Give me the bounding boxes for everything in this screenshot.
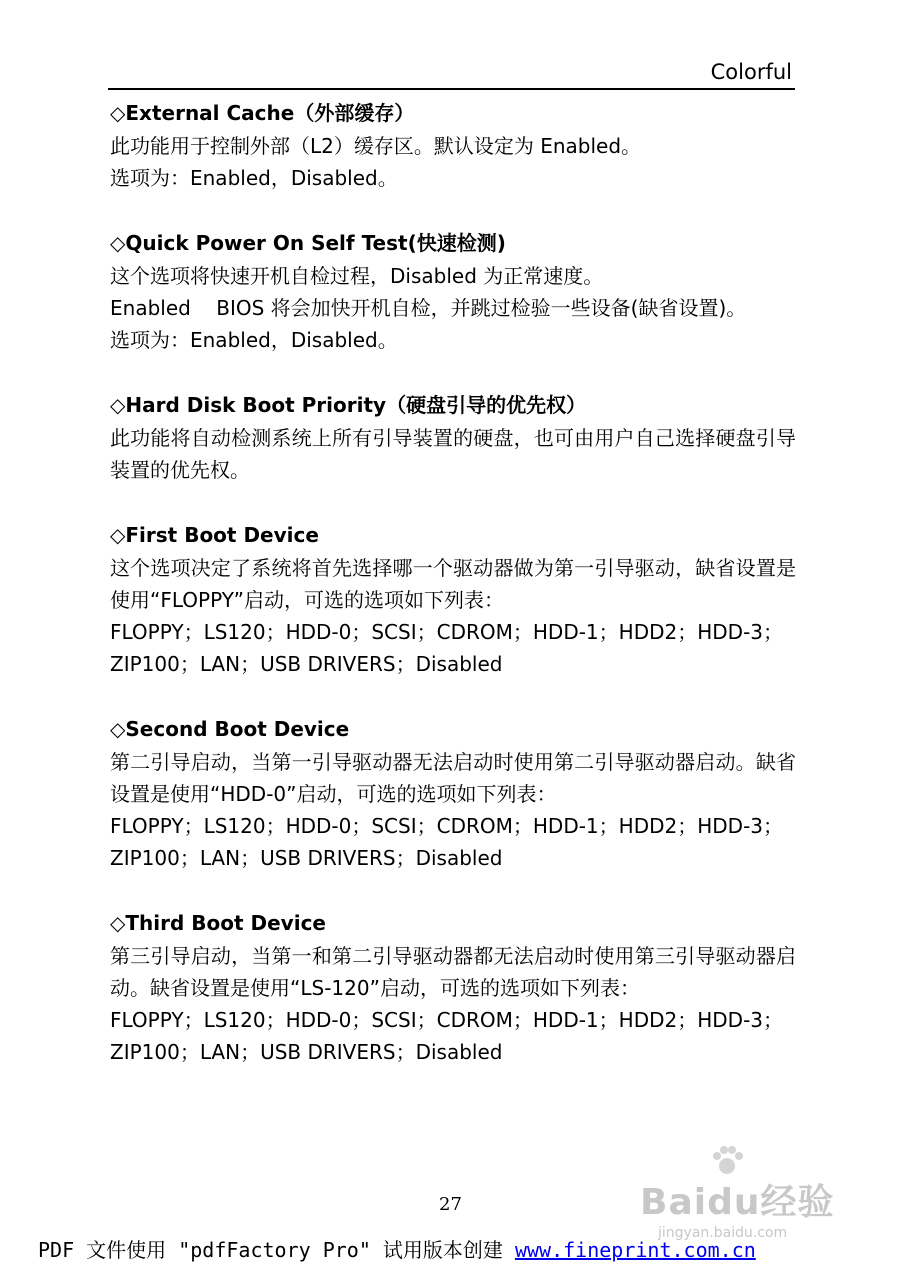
- footer-link[interactable]: www.fineprint.com.cn: [514, 1238, 756, 1262]
- section-hard-disk-boot-priority: [110, 388, 796, 486]
- paragraph-line: 选项为：Enabled，Disabled。: [110, 328, 398, 352]
- section-quick-power-on-self-test: [110, 226, 796, 356]
- header-rule: [108, 88, 795, 90]
- watermark: [640, 1148, 870, 1241]
- options-line: ZIP100；LAN；USB DRIVERS；Disabled: [110, 846, 503, 870]
- section-first-boot-device: [110, 518, 796, 680]
- paragraph: 这个选项决定了系统将首先选择哪一个驱动器做为第一引导驱动，缺省设置是使用“FLOPPY”启动，可选的选项如下列表：: [110, 556, 796, 612]
- paragraph: 此功能将自动检测系统上所有引导装置的硬盘，也可由用户自己选择硬盘引导装置的优先权。: [110, 426, 796, 482]
- watermark-url: jingyan.baidu.com: [658, 1225, 788, 1241]
- footer-note: [38, 1234, 756, 1263]
- document-body: [110, 96, 796, 1100]
- options-line: FLOPPY；LS120；HDD-0；SCSI；CDROM；HDD-1；HDD2；HDD-3；: [110, 1008, 784, 1032]
- paragraph-line: 此功能用于控制外部（L2）缓存区。默认设定为 Enabled。: [110, 134, 642, 158]
- diamond-bullet-icon: ◇: [110, 523, 126, 547]
- page-number: 27: [439, 1194, 462, 1215]
- paragraph: 第三引导启动，当第一和第二引导驱动器都无法启动时使用第三引导驱动器启动。缺省设置是使用“LS-120”启动，可选的选项如下列表：: [110, 944, 796, 1000]
- paragraph: 第二引导启动，当第一引导驱动器无法启动时使用第二引导驱动器启动。缺省设置是使用“HDD-0”启动，可选的选项如下列表：: [110, 750, 796, 806]
- footer-note-text: PDF 文件使用 "pdfFactory Pro" 试用版本创建: [38, 1238, 515, 1262]
- diamond-bullet-icon: ◇: [110, 231, 126, 255]
- section-second-boot-device: [110, 712, 796, 874]
- section-heading: ◇Hard Disk Boot Priority（硬盘引导的优先权）: [110, 393, 587, 417]
- diamond-bullet-icon: ◇: [110, 101, 126, 125]
- section-external-cache: [110, 96, 796, 194]
- options-line: ZIP100；LAN；USB DRIVERS；Disabled: [110, 652, 503, 676]
- diamond-bullet-icon: ◇: [110, 393, 126, 417]
- paragraph-line: Enabled BIOS 将会加快开机自检，并跳过检验一些设备(缺省设置)。: [110, 296, 747, 320]
- options-line: FLOPPY；LS120；HDD-0；SCSI；CDROM；HDD-1；HDD2；HDD-3；: [110, 620, 784, 644]
- watermark-logo: Baidu经验: [640, 1182, 835, 1223]
- diamond-bullet-icon: ◇: [110, 911, 126, 935]
- options-line: ZIP100；LAN；USB DRIVERS；Disabled: [110, 1040, 503, 1064]
- paw-icon: [710, 1144, 744, 1178]
- section-heading: ◇Second Boot Device: [110, 717, 350, 741]
- section-heading: ◇Third Boot Device: [110, 911, 326, 935]
- paragraph-line: 这个选项将快速开机自检过程，Disabled 为正常速度。: [110, 264, 604, 288]
- section-heading: ◇Quick Power On Self Test(快速检测): [110, 231, 506, 255]
- header-brand: Colorful: [710, 60, 792, 84]
- section-heading: ◇External Cache（外部缓存）: [110, 101, 415, 125]
- diamond-bullet-icon: ◇: [110, 717, 126, 741]
- section-heading: ◇First Boot Device: [110, 523, 319, 547]
- options-line: FLOPPY；LS120；HDD-0；SCSI；CDROM；HDD-1；HDD2；HDD-3；: [110, 814, 784, 838]
- paragraph-line: 选项为：Enabled，Disabled。: [110, 166, 398, 190]
- section-third-boot-device: [110, 906, 796, 1068]
